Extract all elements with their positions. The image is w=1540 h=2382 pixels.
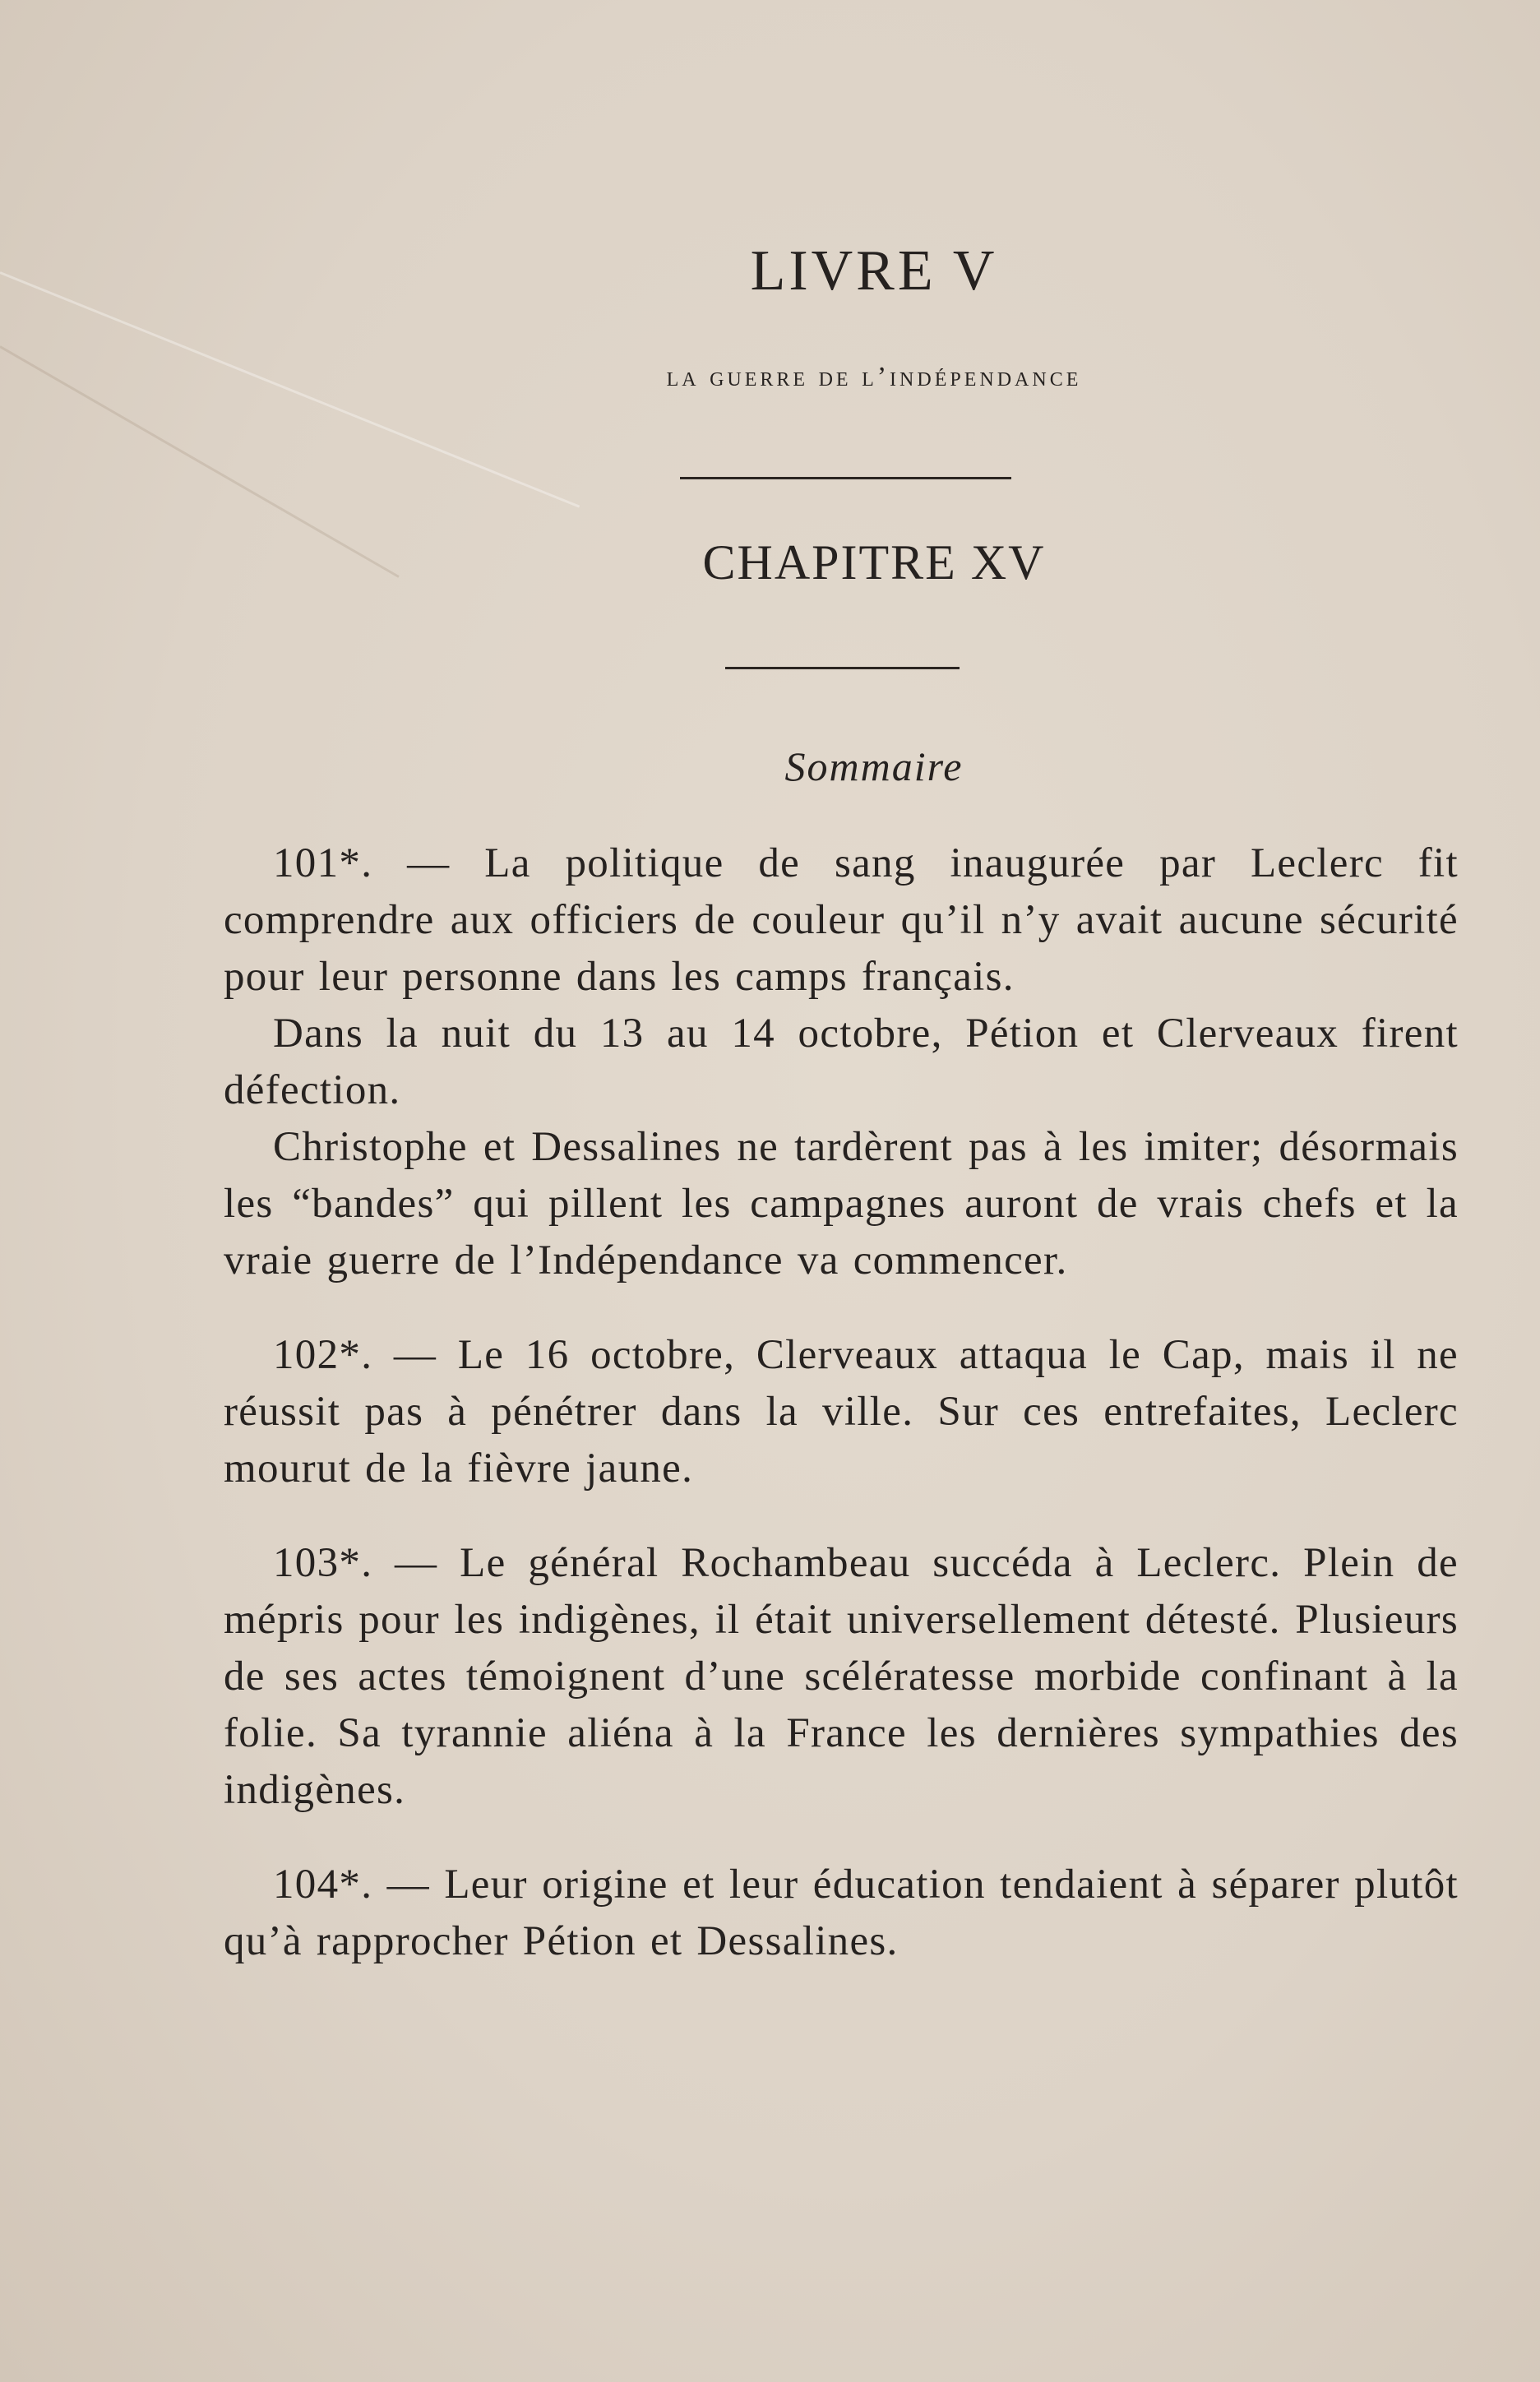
section-101-para-2 — [224, 1006, 1459, 1119]
paragraph-text: — La politique de sang inaugurée par Leclerc fit comprendre aux officiers de couleur qu’il n’y avait aucune sécurité pour leur personne dans les camps français. — [224, 840, 1459, 1000]
book-subtitle: la guerre de l’indépendance — [666, 362, 1082, 392]
paragraph-text: — Le 16 octobre, Clerveaux attaqua le Cap, mais il ne réussit pas à pénétrer dans la ville. Sur ces entrefaites, Leclerc mourut de la fièvre jaune. — [224, 1332, 1459, 1492]
chapter-title: CHAPITRE XV — [702, 535, 1046, 590]
section-number: 104*. — [273, 1862, 373, 1908]
chapter-divider — [725, 667, 960, 669]
section-101-para-1 — [224, 835, 1459, 1006]
section-number: 101*. — [273, 840, 373, 886]
summary-body — [224, 835, 1459, 1970]
summary-heading: Sommaire — [784, 743, 964, 789]
title-divider — [680, 477, 1011, 479]
section-number: 102*. — [273, 1332, 373, 1378]
paragraph-text: — Leur origine et leur éducation tendaient à séparer plutôt qu’à rapprocher Pétion et Dessalines. — [224, 1862, 1459, 1964]
section-number: 103*. — [273, 1540, 373, 1586]
book-title: LIVRE V — [750, 239, 998, 303]
paragraph-text: Dans la nuit du 13 au 14 octobre, Pétion et Clerveaux firent défection. — [224, 1011, 1459, 1113]
paragraph-text: — Le général Rochambeau succéda à Leclerc. Plein de mépris pour les indigènes, il était universellement détesté. Plusieurs de ses actes témoignent d’une scélératesse morbide confinant à la folie. Sa tyrannie aliéna à la France les dernières sympathies des indigènes. — [224, 1540, 1459, 1813]
section-101-para-3 — [224, 1119, 1459, 1289]
paragraph-text: Christophe et Dessalines ne tardèrent pas à les imiter; désormais les “bandes” qui pillent les campagnes auront de vrais chefs et la vraie guerre de l’Indépendance va commencer. — [224, 1124, 1459, 1284]
section-104-para-1 — [224, 1857, 1459, 1970]
section-102-para-1 — [224, 1327, 1459, 1497]
section-103-para-1 — [224, 1535, 1459, 1819]
